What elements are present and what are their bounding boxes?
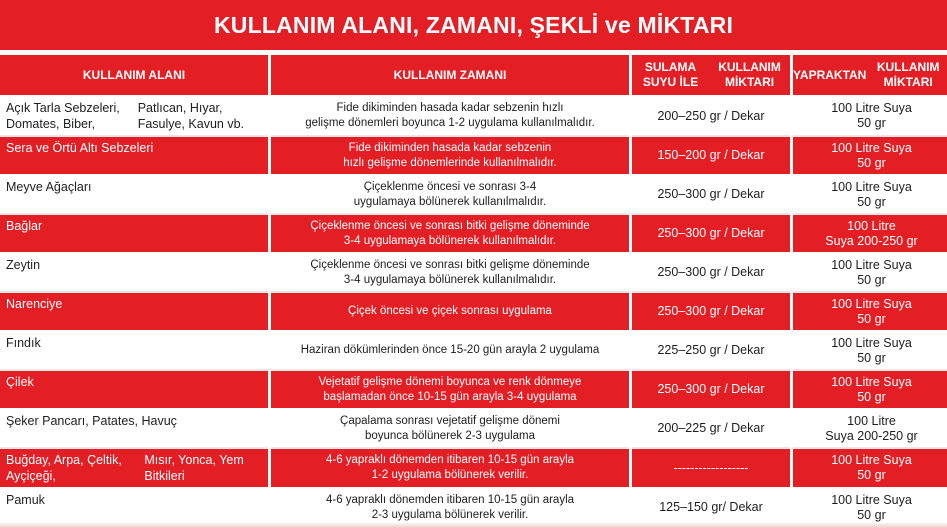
sulama-value: ------------------	[673, 460, 749, 475]
zaman-line: Vejetatif gelişme dönemi boyunca ve renk dönmeye	[318, 375, 582, 388]
cell-yapraktan-miktari	[793, 371, 947, 410]
cell-yapraktan-miktari	[793, 97, 947, 137]
zaman-line: Çiçeklenme öncesi ve sonrası bitki gelişme döneminde	[310, 219, 590, 232]
alan-line: Şeker Pancarı, Patates, Havuç	[6, 414, 177, 428]
yaprak-line: 50 gr	[857, 116, 886, 130]
zaman-line: Haziran dökümlerinden önce 15-20 gün arayla 2 uygulama	[300, 344, 600, 356]
alan-line: Meyve Ağaçları	[6, 180, 92, 194]
yaprak-line: 100 Litre Suya	[831, 492, 912, 507]
header-kullanim-alani: KULLANIM ALANI	[0, 55, 268, 97]
yaprak-line: Suya 200-250 gr	[825, 233, 918, 248]
zaman-line: Çiçeklenme öncesi ve sonrası 3-4	[363, 180, 537, 193]
cell-kullanim-zamani	[271, 176, 629, 215]
yaprak-line: 50 gr	[857, 468, 886, 482]
cell-kullanim-zamani	[271, 293, 629, 332]
cell-kullanim-alani	[0, 176, 268, 215]
sulama-value: 200–250 gr / Dekar	[657, 108, 765, 123]
zaman-line: boyunca bölünerek 2-3 uygulama	[364, 429, 536, 442]
alan-line: Bağlar	[6, 219, 43, 233]
cell-kullanim-alani	[0, 97, 268, 137]
cell-yapraktan-miktari	[793, 254, 947, 293]
cell-sulama-miktari	[632, 254, 790, 293]
yaprak-line: 100 Litre Suya	[831, 257, 912, 272]
yaprak-line: 100 Litre Suya	[831, 374, 912, 389]
yaprak-line: 50 gr	[857, 389, 886, 404]
cell-yapraktan-miktari	[793, 176, 947, 215]
sulama-value: 250–300 gr / Dekar	[657, 382, 765, 396]
zaman-line: uygulamaya bölünerek kullanılmalıdır.	[353, 195, 547, 208]
sulama-value: 250–300 gr / Dekar	[657, 304, 765, 318]
header-yaprak-line: YAPRAKTAN	[793, 67, 867, 82]
alan-line: Buğday, Arpa, Çeltik, Ayçiçeği,	[6, 453, 122, 483]
sulama-value: 250–300 gr / Dekar	[657, 226, 765, 240]
yaprak-line: 100 Litre Suya	[831, 140, 912, 155]
cell-kullanim-zamani	[271, 97, 629, 137]
sulama-value: 225–250 gr / Dekar	[657, 343, 765, 357]
sulama-value: 200–225 gr / Dekar	[657, 421, 765, 435]
zaman-line: Fide dikiminden hasada kadar sebzenin hızlı	[336, 102, 564, 114]
sulama-value: 250–300 gr / Dekar	[657, 265, 765, 279]
yaprak-line: 50 gr	[857, 155, 886, 170]
yaprak-line: Suya 200-250 gr	[825, 428, 918, 443]
alan-line: Patlıcan, Hıyar, Fasulye, Kavun vb.	[137, 101, 245, 131]
yaprak-line: 50 gr	[857, 194, 886, 209]
alan-line: Sera ve Örtü Altı Sebzeleri	[6, 141, 154, 155]
alan-line: Mısır, Yonca, Yem Bitkileri	[144, 453, 244, 483]
alan-line: Açık Tarla Sebzeleri, Domates, Biber,	[6, 101, 120, 131]
alan-line: Çilek	[6, 375, 34, 389]
sulama-value: 125–150 gr/ Dekar	[659, 500, 763, 514]
header-sulama-suyu	[632, 55, 790, 97]
zaman-line: Çiçeklenme öncesi ve sonrası bitki gelişme döneminde	[310, 258, 590, 271]
usage-table	[0, 55, 947, 528]
sulama-value: 250–300 gr / Dekar	[657, 187, 765, 201]
cell-yapraktan-miktari	[793, 137, 947, 176]
cell-sulama-miktari	[632, 97, 790, 137]
zaman-line: Çiçek öncesi ve çiçek sonrası uygulama	[348, 305, 552, 317]
alan-line: Pamuk	[6, 493, 45, 507]
cell-kullanim-zamani	[271, 332, 629, 371]
zaman-line: 3-4 uygulamaya bölünerek kullanılmalıdır.	[343, 234, 557, 247]
cell-kullanim-alani	[0, 293, 268, 332]
alan-line: Fındık	[6, 336, 41, 350]
cell-kullanim-zamani	[271, 371, 629, 410]
sulama-value: 150–200 gr / Dekar	[657, 148, 765, 162]
cell-kullanim-alani	[0, 254, 268, 293]
zaman-line: başlamadan önce 10-15 gün arayla 3-4 uygulama	[323, 390, 577, 403]
cell-kullanim-zamani	[271, 137, 629, 176]
alan-line: Zeytin	[6, 258, 41, 272]
zaman-line: gelişme dönemleri boyunca 1-2 uygulama kullanılmalıdır.	[305, 117, 595, 129]
yaprak-line: 100 Litre Suya	[831, 296, 912, 311]
yaprak-line: 50 gr	[857, 311, 886, 326]
zaman-line: 1-2 uygulama bölünerek verilir.	[371, 469, 529, 481]
cell-kullanim-alani	[0, 371, 268, 410]
yaprak-line: 100 Litre Suya	[831, 453, 912, 467]
yaprak-line: 100 Litre	[847, 413, 896, 428]
zaman-line: 2-3 uygulama bölünerek verilir.	[371, 508, 529, 521]
cell-yapraktan-miktari	[793, 449, 947, 489]
yaprak-line: 50 gr	[857, 272, 886, 287]
zaman-line: 3-4 uygulamaya bölünerek kullanılmalıdır.	[343, 273, 557, 286]
cell-kullanim-zamani	[271, 410, 629, 449]
cell-yapraktan-miktari	[793, 332, 947, 371]
yaprak-line: 50 gr	[857, 350, 886, 365]
cell-sulama-miktari	[632, 293, 790, 332]
yaprak-line: 100 Litre Suya	[831, 179, 912, 194]
cell-kullanim-alani	[0, 215, 268, 254]
zaman-line: 4-6 yapraklı dönemden itibaren 10-15 gün arayla	[325, 493, 575, 506]
cell-sulama-miktari	[632, 137, 790, 176]
cell-yapraktan-miktari	[793, 293, 947, 332]
cell-sulama-miktari	[632, 332, 790, 371]
cell-yapraktan-miktari	[793, 215, 947, 254]
cell-kullanim-alani	[0, 332, 268, 371]
zaman-line: Çapalama sonrası vejetatif gelişme dönemi	[340, 414, 560, 427]
cell-kullanim-alani	[0, 449, 268, 489]
cell-kullanim-zamani	[271, 449, 629, 489]
cell-sulama-miktari	[632, 176, 790, 215]
yaprak-line: 50 gr	[857, 507, 886, 522]
cell-yapraktan-miktari	[793, 410, 947, 449]
header-kullanim-zamani: KULLANIM ZAMANI	[271, 55, 629, 97]
page-title: KULLANIM ALANI, ZAMANI, ŞEKLİ ve MİKTARI	[0, 0, 947, 50]
header-yaprak-line: KULLANIM MİKTARI	[876, 60, 940, 89]
cell-sulama-miktari	[632, 449, 790, 489]
zaman-line: 4-6 yapraklı dönemden itibaren 10-15 gün arayla	[325, 454, 575, 466]
cell-kullanim-alani	[0, 410, 268, 449]
header-sulama-line: SULAMA SUYU İLE	[642, 60, 699, 89]
cell-kullanim-alani	[0, 137, 268, 176]
header-sulama-line: KULLANIM MİKTARI	[718, 60, 781, 89]
zaman-line: Fide dikiminden hasada kadar sebzenin	[348, 141, 552, 154]
yaprak-line: 100 Litre Suya	[831, 335, 912, 350]
alan-line: Narenciye	[6, 297, 63, 311]
header-yapraktan	[793, 55, 947, 97]
cell-sulama-miktari	[632, 215, 790, 254]
yaprak-line: 100 Litre	[847, 218, 896, 233]
cell-sulama-miktari	[632, 410, 790, 449]
cell-kullanim-zamani	[271, 254, 629, 293]
cell-kullanim-zamani	[271, 215, 629, 254]
bottom-fade	[0, 522, 947, 528]
zaman-line: hızlı gelişme dönemlerinde kullanılmalıdır.	[343, 156, 557, 169]
yaprak-line: 100 Litre Suya	[831, 101, 912, 115]
cell-sulama-miktari	[632, 371, 790, 410]
